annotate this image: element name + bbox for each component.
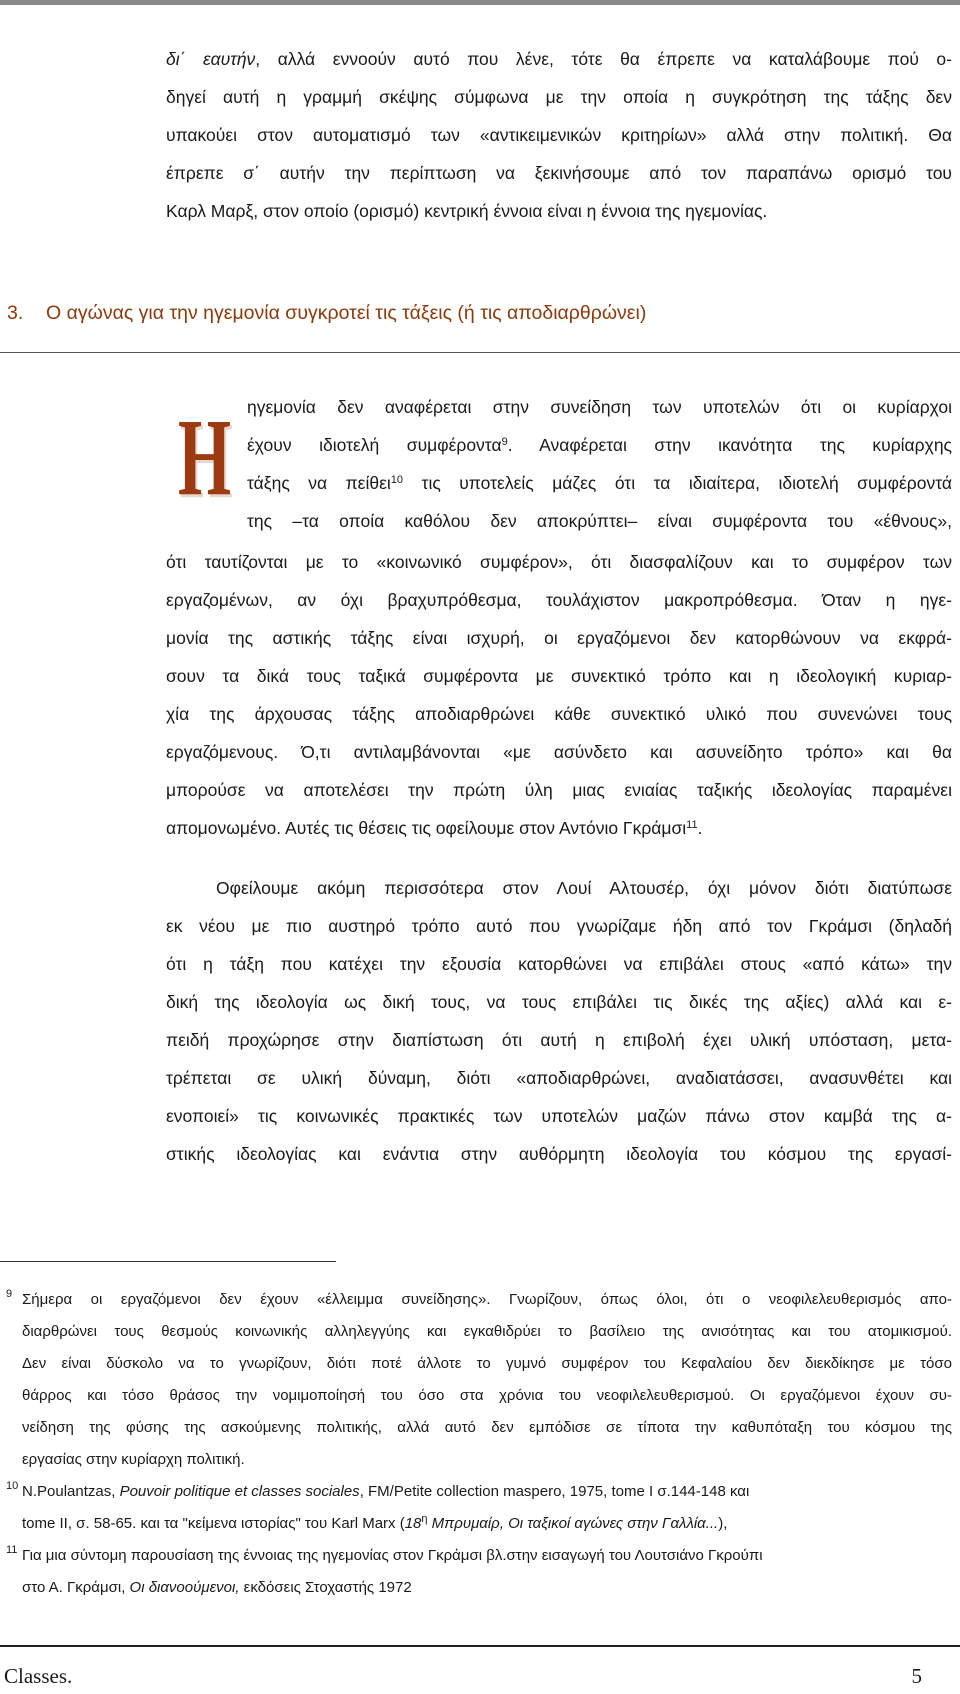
footnote-line: στο Α. Γκράμσι, Οι διανοούμενοι, εκδόσεις Στοχαστής 1972 [22, 1579, 412, 1596]
footnote-line: διαρθρώνει τους θεσμούς κοινωνικής αλληλεγγύης και εγκαθιδρύει το βασίλειο της ανισότητας και του ατομικισμού. [22, 1323, 952, 1340]
text-line: τρέπεται σε υλική δύναμη, διότι «αποδιαρθρώνει, αναδιατάσσει, ανασυνθέτει και [166, 1068, 952, 1088]
footnote-ref: 9 [501, 436, 508, 448]
text-line: απομονωμένο. Αυτές τις θέσεις τις οφείλουμε στον Αντόνιο Γκράμσι$^{11}$. [166, 818, 703, 838]
text-line: ότι ταυτίζονται με το «κοινωνικό συμφέρον», ότι διασφαλίζουν και το συμφέρον των [166, 552, 952, 572]
footer-rule [0, 1645, 960, 1647]
text-line: της –τα οποία καθόλου δεν αποκρύπτει– είναι συμφέροντα του «έθνους», [247, 511, 952, 531]
footnote-number: 11 [6, 1544, 18, 1556]
text-line: ηγεμονία δεν αναφέρεται στην συνείδηση των υποτελών ότι οι κυρίαρχοι [247, 397, 952, 417]
text-line: υπακούει στον αυτοματισμό των «αντικειμενικών κριτηρίων» αλλά στην πολιτική. Θα [166, 125, 952, 145]
text-line: μπορούσε να αποτελέσει την πρώτη ύλη μιας ενιαίας ταξικής ιδεολογίας παραμένει [166, 780, 952, 800]
footnote-10: 10 N.Poulantzas, Pouvoir politique et classes sociales, FM/Petite collection maspero, 1975, tome I σ.144-148 και [0, 1476, 952, 1508]
text-line: στικής ιδεολογίας και ενάντια στην αυθόρμητη ιδεολογία του κόσμου της εργασί- [166, 1144, 952, 1164]
text-line: πειδή προχώρησε στην διαπίστωση ότι αυτή η επιβολή έχει υλική υπόσταση, μετα- [166, 1030, 952, 1050]
text-line: Οφείλουμε ακόμη περισσότερα στον Λουί Αλτουσέρ, όχι μόνον διότι διατύπωσε [216, 878, 952, 898]
text-line: σουν τα δικά τους ταξικά συμφέροντα με συνεκτικό τρόπο και η ιδεολογική κυριαρ- [166, 666, 952, 686]
section-heading [7, 302, 646, 325]
footnote-separator [0, 1261, 336, 1262]
text-line: ενοποιεί» τις κοινωνικές πρακτικές των υποτελών μαζών πάνω στον καμβά της α- [166, 1106, 952, 1126]
text-line: ότι η τάξη που κατέχει την εξουσία κατορθώνει να επιβάλει στους «από κάτω» την [166, 954, 952, 974]
footnote-ref: 11 [686, 819, 698, 831]
footnote-line: tome II, σ. 58-65. και τα "κείμενα ιστορίας" του Karl Marx ($18^\eta$ Μπρυμαίρ, Οι ταξικοί αγώνες στην Γαλλία...), [22, 1513, 728, 1532]
text-line: εκ νέου με πιο αυστηρό τρόπο αυτό που γνωρίζαμε ήδη από τον Γκράμσι (δηλαδή [166, 916, 952, 936]
text-line: δική της ιδεολογία ως δική τους, να τους επιβάλει τις δικές της αξίες) αλλά και ε- [166, 992, 952, 1012]
page-number: 5 [911, 1664, 922, 1688]
dropcap-paragraph-lines [247, 388, 952, 540]
paragraph-2 [166, 869, 952, 1173]
footnote-ref: 10 [390, 474, 404, 486]
paragraph-1 [166, 543, 952, 847]
text-line: έχουν ιδιοτελή συμφέροντα$^9$. Αναφέρεται στην ικανότητα της κυρίαρχης [247, 435, 952, 455]
heading-rule [0, 352, 960, 353]
footnote-11: 11 Για μια σύντομη παρουσίαση της έννοιας της ηγεμονίας στον Γκράμσι βλ.στην εισαγωγή του Λουτσιάνο Γκρούπι [0, 1540, 952, 1572]
intro-paragraph [166, 40, 952, 230]
text-line: μονία της αστικής τάξης είναι ισχυρή, οι εργαζόμενοι δεν κατορθώνουν να εκφρά- [166, 628, 952, 648]
footnote-line: Δεν είναι δύσκολο να το γνωρίζουν, διότι ποτέ άλλοτε το γυμνό συμφέρον του Κεφαλαίου δεν διεκδίκησε με τόσο [22, 1355, 952, 1372]
section-number: 3. [7, 302, 24, 324]
text-line: δι΄ εαυτήν, αλλά εννοούν αυτό που λένε, τότε θα έπρεπε να καταλάβουμε πού ο- [166, 49, 952, 69]
footnotes [0, 1284, 952, 1604]
text-line: έπρεπε σ΄ αυτήν την περίπτωση να ξεκινήσουμε από τον παραπάνω ορισμό του [166, 163, 952, 183]
footnote-line: θάρρος και τόσο θράσος την νομιμοποίησή του όσο στα χρόνια του νεοφιλελευθερισμού. Οι εργαζόμενοι έχουν συ- [22, 1387, 952, 1404]
text-line: εργαζομένων, αν όχι βραχυπρόθεσμα, τουλάχιστον μακροπρόθεσμα. Όταν η ηγε- [166, 590, 952, 610]
text-line: εργαζόμενους. Ό,τι αντιλαμβάνονται «με ασύνδετο και ασυνείδητο τρόπο» και θα [166, 742, 952, 762]
text-line: Καρλ Μαρξ, στον οποίο (ορισμό) κεντρική έννοια είναι η έννοια της ηγεμονίας. [166, 201, 768, 221]
footer-journal-name: Classes. [4, 1664, 73, 1688]
section-title: Ο αγώνας για την ηγεμονία συγκροτεί τις τάξεις (ή τις αποδιαρθρώνει) [46, 302, 647, 324]
text-line: δηγεί αυτή η γραμμή σκέψης σύμφωνα με την οποία η συγκρότηση της τάξης δεν [166, 87, 952, 107]
footnote-number: 10 [6, 1480, 19, 1492]
footnote-line: εργασίας στην κυρίαρχη πολιτική. [22, 1451, 245, 1468]
text-line: τάξης να πείθει$^{10}$ τις υποτελείς μάζες ότι τα ιδιαίτερα, ιδιοτελή συμφέροντά [247, 473, 952, 493]
footnote-9: 9 Σήμερα οι εργαζόμενοι δεν έχουν «έλλειμμα συνείδησης». Γνωρίζουν, όπως όλοι, ότι ο νεοφιλελευθερισμός απο- [0, 1284, 952, 1316]
footnote-number: 9 [6, 1288, 13, 1300]
footnote-line: νείδηση της φύσης της ασκούμενης πολιτικής, αλλά αυτό δεν εμπόδισε σε τίποτα την καθυπόταξη του κόσμου της [22, 1419, 952, 1436]
text-line: χία της άρχουσας τάξης αποδιαρθρώνει κάθε συνεκτικό υλικό που συνενώνει τους [166, 704, 952, 724]
drop-cap: Η [178, 396, 232, 518]
top-border [0, 0, 960, 5]
